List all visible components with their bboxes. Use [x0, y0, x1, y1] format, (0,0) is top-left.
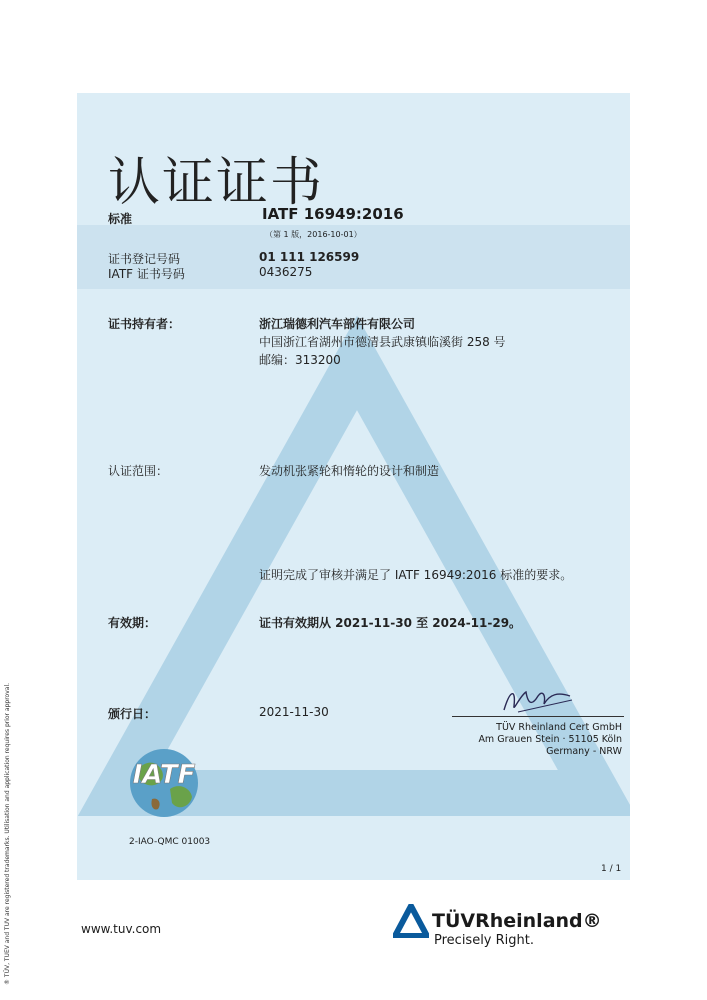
issuer-name: TÜV Rheinland Cert GmbH: [496, 722, 622, 733]
iatf-logo-text: IATF: [132, 760, 196, 790]
tuv-slogan: Precisely Right.: [434, 933, 535, 948]
signature-line: [452, 716, 624, 717]
standard-edition: （第 1 版，2016-10-01）: [265, 230, 362, 239]
holder-postcode: 邮编：313200: [259, 353, 341, 367]
page-number: 1 / 1: [601, 864, 622, 874]
tuv-triangle-icon: [393, 904, 429, 938]
iatf-number-value: 0436275: [259, 265, 313, 279]
issuer-country: Germany - NRW: [546, 746, 622, 757]
holder-label: 证书持有者：: [108, 317, 181, 331]
registration-label: 证书登记号码: [108, 252, 181, 266]
tuv-brand: TÜVRheinland®: [432, 910, 602, 932]
footer-url[interactable]: www.tuv.com: [81, 922, 162, 936]
standard-value: IATF 16949:2016: [262, 205, 404, 223]
iatf-globe-logo: [112, 737, 216, 823]
validity-label: 有效期：: [108, 616, 157, 630]
iatf-logo-code: 2-IAO-QMC 01003: [129, 837, 211, 847]
validity-value: 证书有效期从 2021-11-30 至 2024-11-29。: [259, 616, 522, 630]
holder-address: 中国浙江省湖州市德清县武康镇临溪街 258 号: [259, 335, 506, 349]
iatf-number-label: IATF 证书号码: [108, 267, 185, 281]
issue-date-label: 颁行日：: [108, 707, 157, 721]
issuer-street: Am Grauen Stein · 51105 Köln: [478, 734, 622, 745]
issue-date-value: 2021-11-30: [259, 705, 329, 719]
holder-company: 浙江瑞德利汽车部件有限公司: [259, 317, 416, 331]
scope-label: 认证范围：: [108, 464, 169, 478]
registration-value: 01 111 126599: [259, 250, 360, 264]
scope-value: 发动机张紧轮和惰轮的设计和制造: [259, 464, 440, 478]
trademark-side-note: ® TÜV, TUEV and TUV are registered trademarks. Utilisation and application requires prior approval.: [4, 682, 11, 985]
standard-label: 标准: [108, 212, 133, 226]
certificate-title: 认证证书: [108, 153, 325, 213]
compliance-statement: 证明完成了审核并满足了 IATF 16949:2016 标准的要求。: [259, 568, 573, 582]
signature-mark: [498, 682, 578, 718]
